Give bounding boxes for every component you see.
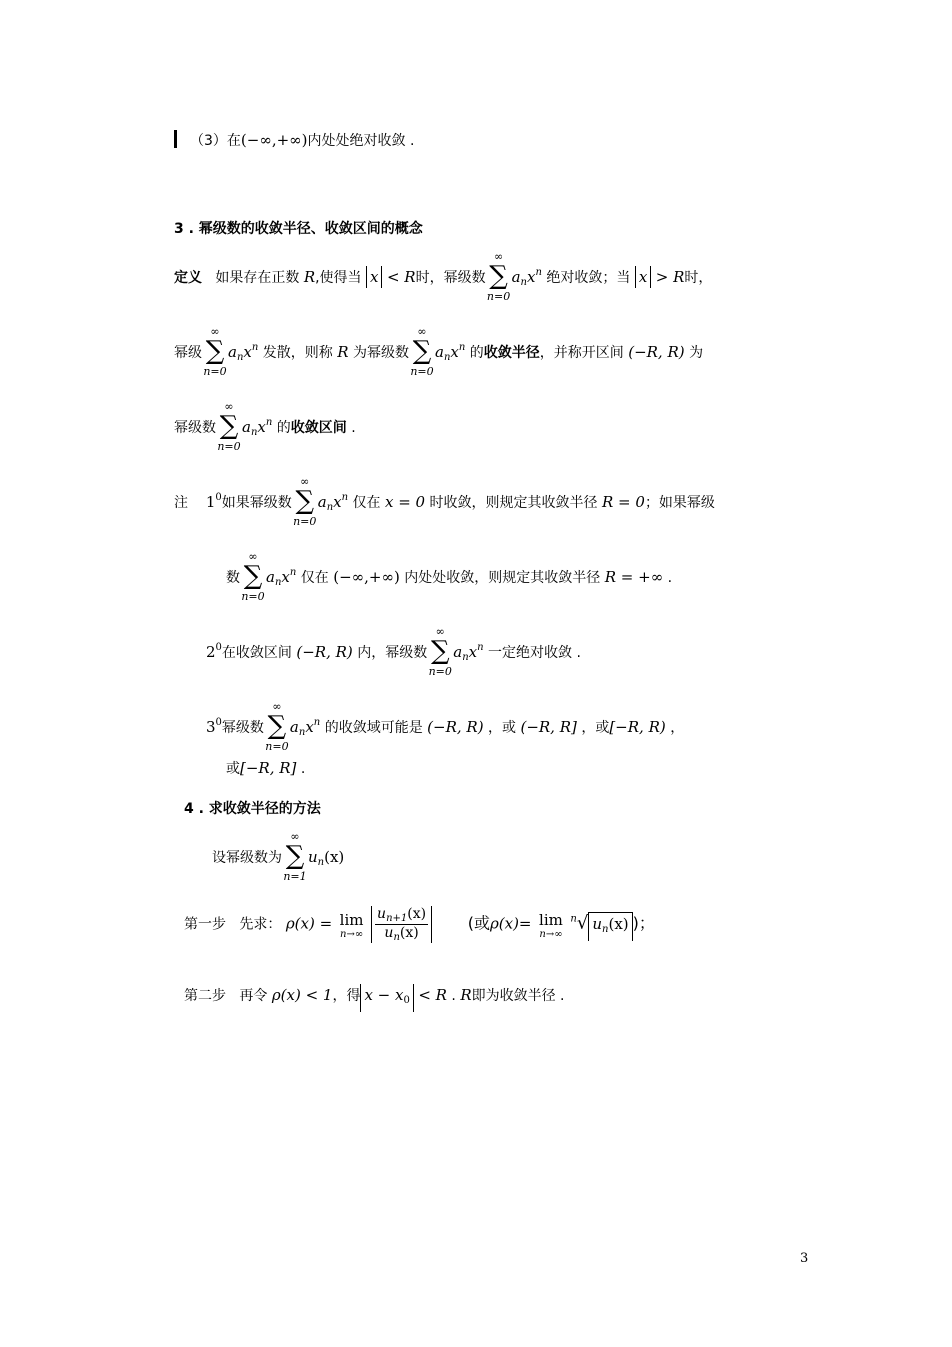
def-t10: ，并称开区间 [539,345,624,361]
note1-int: (−∞,+∞) [333,568,400,586]
note2-line: $2^0$在收敛区间 (−R, R) 内，幂级数 ∞ ∑ n=0 $a_nx^n$ 一定绝对收敛 . [206,625,581,678]
note3-t1: 幂级数 [221,720,264,736]
note3-num: 3 [206,718,216,736]
step2-line: 第二步 再令 ρ(x) < 1，得 $x - x_0 < R$ . R即为收敛半径 . [184,984,565,1012]
rho: ρ(x) = [285,914,333,933]
sum-symbol: ∞ ∑ n=0 [265,700,289,753]
ratio-fraction: $\frac{u_{n+1}(x)}{u_n(x)}$ [377,906,427,943]
note1-t8: . [663,570,673,586]
def-gt: > R [655,268,685,286]
note3-i2: (−R, R] [520,718,577,736]
step2-abs: x − x [364,986,404,1004]
note1-t4: ；如果幂级 [644,495,715,511]
def-t3: 时，幂级数 [415,270,486,286]
item3-label: （3）在 [190,133,241,149]
def-interval: (−R, R) [628,343,685,361]
setup-text: 设幂级数为 [212,850,282,866]
note1-line1: 注 $1^0$如果幂级数 ∞ ∑ n=0 $a_nx^n$ 仅在 x = 0 时收敛，则规定其收敛半径 R = 0；如果幂级 [174,475,715,528]
note3-c2: ，或 [581,720,610,736]
definition-line2: 幂级 ∞ ∑ n=0 $a_nx^n$ 发散，则称 R 为幂级数 ∞ ∑ n=0 $a_nx^n$ 的收敛半径，并称开区间 (−R, R) 为 [174,325,704,378]
step1-label: 第一步 [184,916,226,933]
sum-symbol: ∞ ∑ n=0 [241,550,265,603]
def-t12: 幂级数 [174,420,216,436]
section3-heading: 3 . 幂级数的收敛半径、收敛区间的概念 [174,221,423,237]
alt-open: (或 [467,913,490,933]
note3-t4: . [296,761,306,777]
def-t1: 如果存在正数 [215,270,300,286]
def-bold-radius: 收敛半径 [483,345,540,361]
sum-symbol: ∞ ∑ n=0 [428,625,452,678]
def-t7: 发散，则称 [262,345,333,361]
note1-r0: R = 0 [601,493,645,511]
note3-i3: [−R, R) [609,718,666,736]
sum-symbol: ∞ ∑ n=0 [410,325,434,378]
note1-t5: 数 [226,570,240,586]
note1-t7: 内处处收敛，则规定其收敛半径 [404,570,601,586]
note2-t3: 一定绝对收敛 . [488,645,581,661]
note3-i4: [−R, R] [240,759,297,777]
note1-eq: x = 0 [384,493,426,511]
item3-line [190,130,414,150]
note2-t1: 在收敛区间 [221,645,292,661]
sum-symbol: ∞ ∑ n=0 [217,400,241,453]
note1-t3: 时收敛，则规定其收敛半径 [429,495,598,511]
page-number: 3 [800,1251,809,1266]
step2-t4: 即为收敛半径 . [471,988,565,1004]
alt-close: )； [632,913,655,933]
def-t4: 绝对收敛；当 [546,270,631,286]
sum-symbol: ∞ ∑ n=0 [203,325,227,378]
note1-t2: 仅在 [352,495,381,511]
step1-text: 先求： [239,916,282,933]
sum-symbol: ∞ ∑ n=0 [293,475,317,528]
note2-num: 2 [206,643,216,661]
step2-lt: < R [418,986,447,1004]
note3-c1: ，或 [488,720,517,736]
def-t2: ,使得当 [315,270,362,286]
note3-t3: 或 [226,761,240,777]
note1-t1: 如果幂级数 [221,495,292,511]
note3-line2 [226,758,305,778]
item3-tail: 内处处绝对收敛 . [307,133,415,149]
note-label: 注 [174,495,188,511]
section4-heading: 4 . 求收敛半径的方法 [184,801,321,817]
note3-i1: (−R, R) [427,718,484,736]
sum-symbol: ∞ ∑ n=0 [486,250,511,303]
step2-t2: ，得 [332,988,361,1004]
def-lt: < R [386,268,416,286]
lim-symbol: lim n→∞ [339,910,364,940]
step2-label: 第二步 [184,988,226,1004]
item3-interval: (−∞,+∞) [240,131,308,149]
ratio-abs [371,906,432,943]
note1-t6: 仅在 [300,570,329,586]
alt-rho: ρ(x)= [489,914,532,933]
def-R-2: R [337,343,349,361]
note1-num: 1 [205,493,216,511]
note2-t2: 内，幂级数 [357,645,428,661]
def-t9: 的 [469,345,484,361]
note3-line1: $3^0$幂级数 ∞ ∑ n=0 $a_nx^n$ 的收敛域可能是 (−R, R) ，或 (−R, R] ，或[−R, R) ， [206,700,685,753]
def-t6: 幂级 [174,345,202,361]
def-R: R [303,268,316,286]
text-cursor [174,130,177,148]
note2-int: (−R, R) [296,643,353,661]
def-bold-interval: 收敛区间 [290,420,347,436]
definition-line1: 定义 如果存在正数 R,使得当 x < R时，幂级数 ∞ ∑ n=0 $a_nx^n$ 绝对收敛；当 x > R时， [174,250,713,303]
note1-rinf: R = +∞ [604,568,664,586]
step1-line: 第一步 先求： ρ(x) = lim n→∞ $\frac{u_{n+1}(x)}{u_n(x)}$ (或ρ(x)= lim n→∞ $^n$√ $u_n(x)$ )； [184,906,655,943]
step2-R: R [460,986,472,1004]
definition-label: 定义 [174,270,202,286]
note3-t2: 的收敛域可能是 [324,720,423,736]
section4-setup: 设幂级数为 ∞ ∑ n=1 $u_n(x)$ [212,830,345,883]
def-t8: 为幂级数 [352,345,409,361]
step2-ineq: ρ(x) < 1 [271,986,333,1004]
root-index: n [570,913,577,925]
def-t14: . [346,420,356,436]
def-abs-x: x [366,266,382,288]
step2-t3: . [451,988,456,1004]
definition-line3: 幂级数 ∞ ∑ n=0 $a_nx^n$ 的收敛区间 . [174,400,356,453]
lim-symbol-2: lim n→∞ [539,910,563,940]
note1-line2: 数 ∞ ∑ n=0 $a_nx^n$ 仅在 (−∞,+∞) 内处处收敛，则规定其收敛半径 R = +∞ . [226,550,673,603]
def-abs-x-2: x [635,266,651,288]
sum-symbol: ∞ ∑ n=1 [283,830,307,883]
def-t13: 的 [276,420,291,436]
def-t11: 为 [689,345,704,361]
note3-c3: ， [670,720,685,736]
step2-t1: 再令 [239,988,268,1004]
def-t5: 时， [684,270,713,286]
